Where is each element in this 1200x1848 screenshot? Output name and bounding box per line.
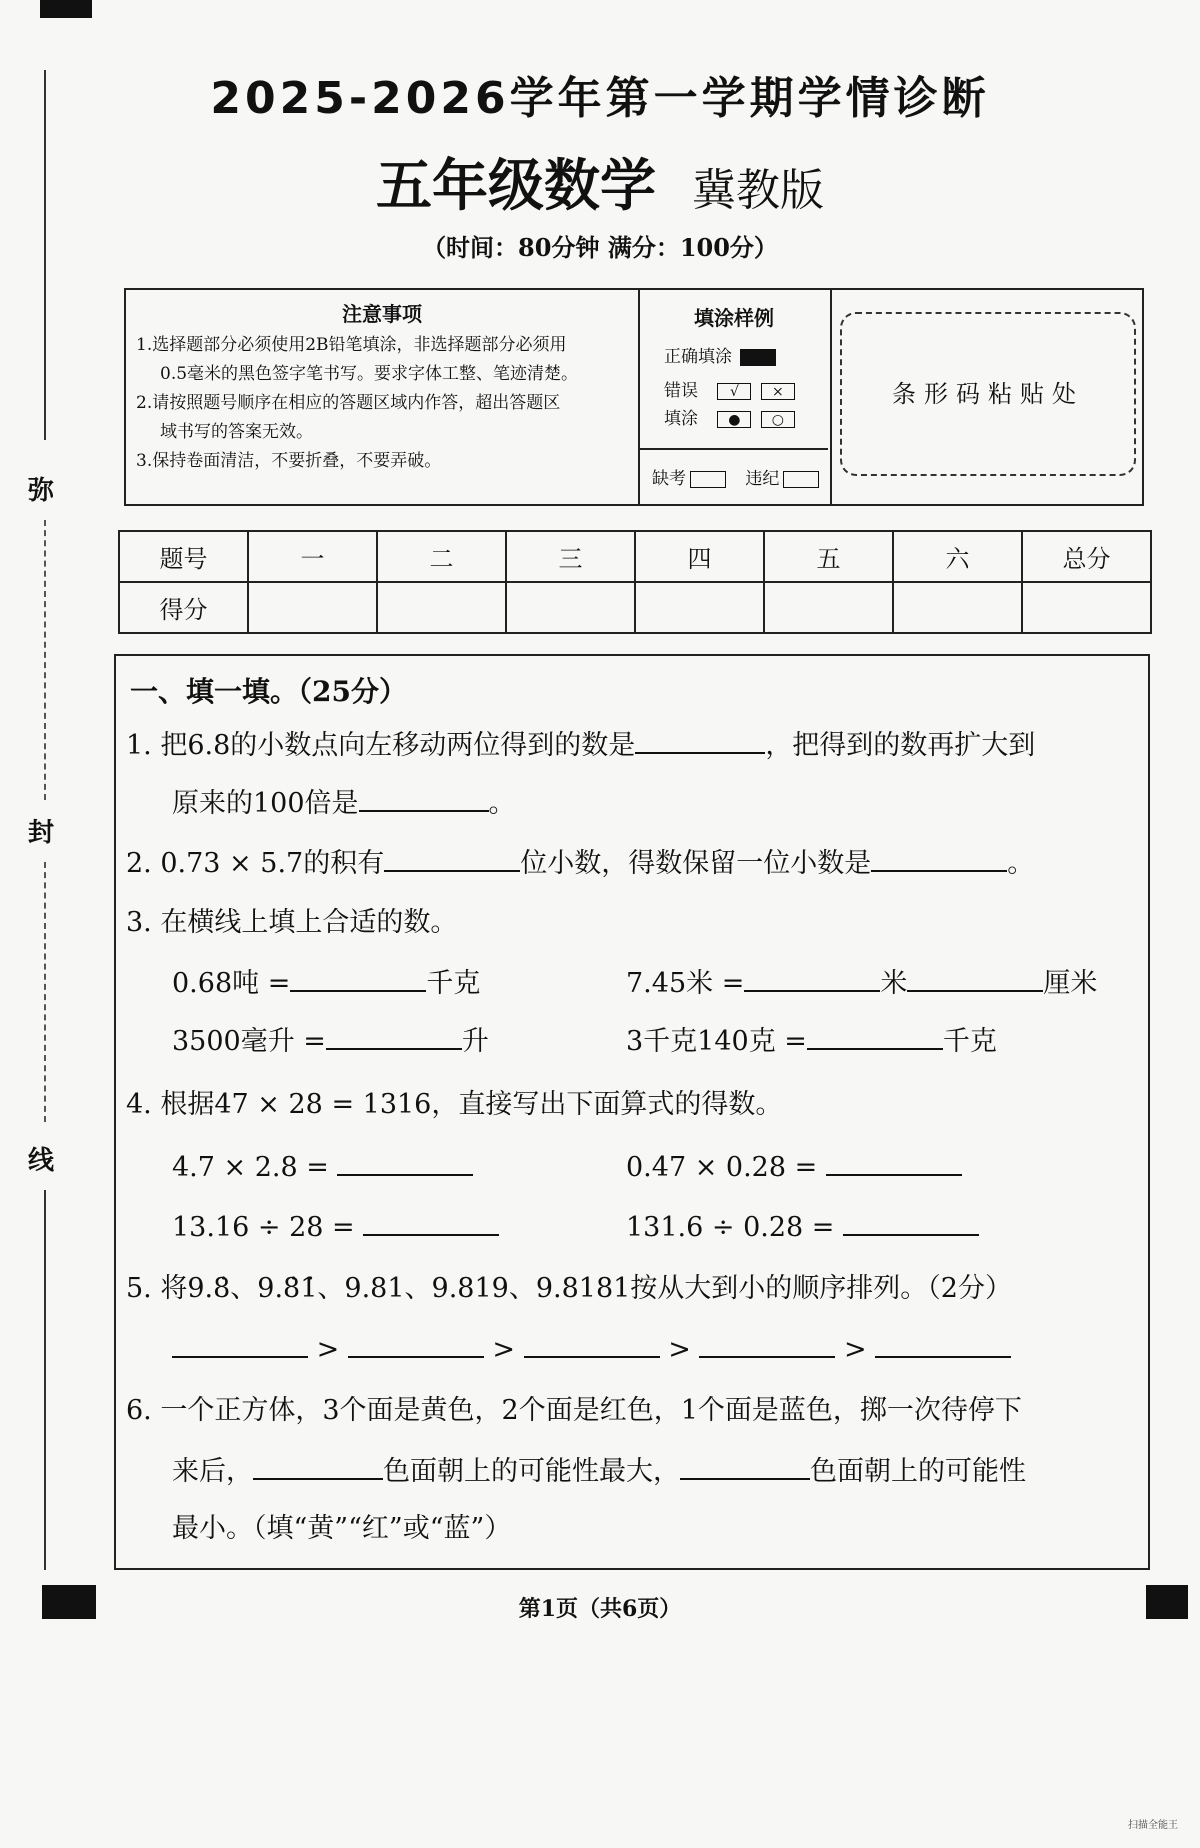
unit-text: 米: [880, 968, 908, 999]
question-4: [126, 1088, 782, 1122]
section-title: 一、填一填。（25分）: [130, 675, 407, 708]
question-text: 原来的100倍是: [172, 788, 359, 819]
question-4-item: [172, 1210, 499, 1245]
time-info: （时间：80分钟 满分：100分）: [422, 233, 778, 262]
answer-blank[interactable]: [744, 966, 880, 992]
answer-blank[interactable]: [699, 1332, 835, 1358]
table-cell: 二: [377, 531, 506, 582]
question-text: 色面朝上的可能性最大，: [383, 1456, 680, 1487]
question-text: 一个正方体，3个面是黄色，2个面是红色，1个面是蓝色，掷一次待停下: [160, 1395, 1022, 1426]
score-input-cell[interactable]: [377, 582, 506, 633]
table-cell: 四: [635, 531, 764, 582]
registration-mark-top-left: [40, 0, 92, 18]
item-text: 0.47 × 0.28 =: [626, 1152, 818, 1183]
answer-blank[interactable]: [635, 728, 765, 754]
correct-fill-label: 正确填涂: [664, 347, 732, 367]
question-3: [126, 906, 457, 940]
notice-title: 注意事项: [342, 302, 422, 326]
score-input-cell[interactable]: [893, 582, 1022, 633]
question-text: 在横线上填上合适的数。: [160, 907, 458, 938]
item-text: 13.16 ÷ 28 =: [172, 1212, 355, 1243]
score-table-header-row: [119, 531, 1151, 582]
question-text: 最小。（填“黄”“红”或“蓝”）: [172, 1513, 512, 1544]
correct-fill-row: [664, 342, 776, 367]
question-number: 2.: [126, 848, 152, 879]
exam-subject: [0, 142, 1200, 222]
question-6-cont: [172, 1512, 511, 1546]
question-6-cont: [172, 1454, 1026, 1489]
answer-blank[interactable]: [875, 1332, 1011, 1358]
question-number: 3.: [126, 907, 152, 938]
filled-dot-icon: ●: [717, 411, 751, 428]
item-text: 4.7 × 2.8 =: [172, 1152, 329, 1183]
answer-blank[interactable]: [807, 1024, 943, 1050]
absent-label: 缺考: [652, 469, 686, 489]
answer-blank[interactable]: [907, 966, 1043, 992]
answer-blank[interactable]: [871, 846, 1007, 872]
item-text: 3千克140克 =: [626, 1026, 807, 1057]
notice-box: [124, 288, 1144, 506]
binding-line: [44, 520, 46, 800]
score-input-cell[interactable]: [1022, 582, 1151, 633]
unit-text: 厘米: [1043, 968, 1098, 999]
barcode-area: 条形码粘贴处: [840, 312, 1136, 476]
question-text: 将9.8̇、9.8̇1̇、9.81、9.819、9.8181按从大到小的顺序排列。（2分）: [160, 1273, 1012, 1304]
wrong-fill-row: [664, 376, 795, 401]
wrong-fill-row: [664, 404, 795, 429]
filled-box-icon: [740, 349, 776, 366]
question-2: [126, 846, 1034, 881]
notice-column: [126, 290, 640, 504]
unit-text: 升: [461, 1026, 489, 1057]
question-text: 来后，: [172, 1456, 253, 1487]
score-table: [118, 530, 1152, 634]
item-text: 0.68吨 =: [172, 968, 291, 999]
unit-text: 千克: [426, 968, 481, 999]
question-4-item: [626, 1150, 962, 1185]
table-cell: 三: [506, 531, 635, 582]
item-text: 131.6 ÷ 0.28 =: [626, 1212, 835, 1243]
table-cell: 得分: [119, 582, 248, 633]
greater-than-sign: >: [492, 1334, 516, 1365]
notice-line: 3.保持卷面清洁，不要折叠，不要弄破。: [136, 451, 442, 471]
circle-mark-icon: ○: [761, 411, 795, 428]
answer-blank[interactable]: [348, 1332, 484, 1358]
greater-than-sign: >: [668, 1334, 691, 1365]
score-input-cell[interactable]: [506, 582, 635, 633]
score-input-cell[interactable]: [635, 582, 764, 633]
unit-text: 千克: [942, 1026, 997, 1057]
binding-char-2: 封: [28, 818, 55, 848]
greater-than-sign: >: [844, 1334, 867, 1365]
barcode-column: [832, 290, 1142, 504]
fill-example-title: 填涂样例: [694, 306, 774, 330]
check-mark-icon: √: [717, 383, 751, 400]
violation-checkbox[interactable]: [783, 471, 819, 488]
greater-than-sign: >: [316, 1334, 340, 1365]
violation-label: 违纪: [745, 469, 780, 489]
question-4-item: [172, 1150, 473, 1185]
answer-blank[interactable]: [359, 786, 489, 812]
question-3-item: [626, 966, 1097, 1001]
binding-line: [44, 862, 46, 1122]
question-4-item: [626, 1210, 979, 1245]
score-input-cell[interactable]: [248, 582, 377, 633]
notice-line: 1.选择题部分必须使用2B铅笔填涂，非选择题部分必须用: [136, 335, 567, 355]
page-number: 第1页（共6页）: [518, 1596, 682, 1622]
question-3-item: [626, 1024, 997, 1059]
table-cell: 题号: [119, 531, 248, 582]
fill-example-column: [640, 290, 832, 504]
question-text: 。: [1007, 848, 1035, 879]
table-cell: 六: [893, 531, 1022, 582]
binding-char-1: 弥: [28, 476, 55, 506]
table-cell: 总分: [1022, 531, 1151, 582]
question-number: 1.: [126, 730, 152, 761]
answer-blank[interactable]: [680, 1454, 810, 1480]
question-5-answer-row: [172, 1332, 1011, 1367]
wrong-fill-label: 填涂: [664, 409, 698, 429]
notice-line: 0.5毫米的黑色签字笔书写。要求字体工整、笔迹清楚。: [160, 364, 579, 384]
question-5: [126, 1272, 1012, 1306]
question-text: 0.73 × 5.7的积有: [160, 848, 385, 879]
question-3-item: [172, 966, 480, 1001]
notice-line: 域书写的答案无效。: [160, 422, 313, 442]
answer-blank[interactable]: [843, 1210, 979, 1236]
cross-mark-icon: ×: [761, 383, 795, 400]
table-cell: 五: [764, 531, 893, 582]
exam-title: 2025-2026学年第一学期学情诊断: [210, 73, 990, 124]
question-text: 把6.8的小数点向左移动两位得到的数是: [160, 730, 636, 761]
question-text: 色面朝上的可能性: [810, 1456, 1026, 1487]
subject-name: 五年级数学: [376, 153, 656, 219]
absent-checkbox[interactable]: [690, 471, 726, 488]
answer-blank[interactable]: [290, 966, 426, 992]
score-table-score-row: [119, 582, 1151, 633]
question-text: 根据47 × 28 = 1316，直接写出下面算式的得数。: [160, 1089, 783, 1120]
scanner-watermark: 扫描全能王: [1128, 1820, 1178, 1831]
notice-line: 2.请按照题号顺序在相应的答题区域内作答，超出答题区: [136, 393, 561, 413]
question-text: 。: [488, 788, 516, 819]
answer-blank[interactable]: [172, 1332, 308, 1358]
item-text: 3500毫升 =: [172, 1026, 326, 1057]
question-text: 位小数，得数保留一位小数是: [520, 848, 872, 879]
binding-char-3: 线: [28, 1146, 55, 1176]
section-box: [114, 654, 1150, 1570]
question-number: 5.: [126, 1273, 152, 1304]
wrong-fill-label: 错误: [664, 381, 698, 401]
answer-blank[interactable]: [826, 1150, 962, 1176]
edition-name: 冀教版: [692, 165, 824, 216]
binding-line: [44, 1190, 46, 1570]
question-number: 6.: [126, 1395, 152, 1426]
answer-blank[interactable]: [253, 1454, 383, 1480]
question-1: [126, 728, 1035, 763]
question-6: [126, 1394, 1022, 1428]
table-cell: 一: [248, 531, 377, 582]
divider: [640, 448, 828, 450]
answer-blank[interactable]: [524, 1332, 660, 1358]
answer-blank[interactable]: [384, 846, 520, 872]
answer-blank[interactable]: [363, 1210, 499, 1236]
answer-blank[interactable]: [337, 1150, 473, 1176]
question-3-item: [172, 1024, 489, 1059]
question-text: ，把得到的数再扩大到: [765, 730, 1036, 761]
item-text: 7.45米 =: [626, 968, 745, 999]
absent-violation-row: [652, 464, 819, 489]
question-1-cont: [172, 786, 516, 821]
question-number: 4.: [126, 1089, 152, 1120]
score-input-cell[interactable]: [764, 582, 893, 633]
answer-blank[interactable]: [326, 1024, 462, 1050]
